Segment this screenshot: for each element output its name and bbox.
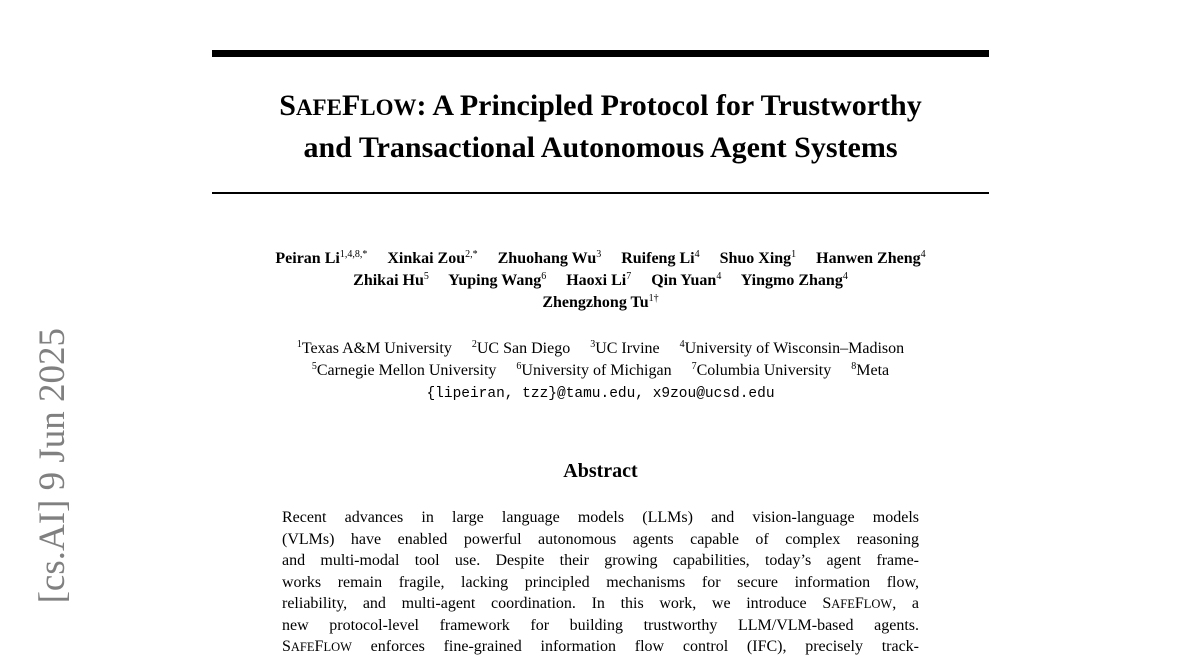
affiliation-list [212, 338, 989, 405]
contact-emails: {lipeiran, tzz}@tamu.edu, x9zou@ucsd.edu [426, 386, 775, 402]
abstract-body [282, 507, 919, 658]
title-line-2: and Transactional Autonomous Agent Systems [303, 131, 898, 164]
affiliation: $^2$UC San Diego [471, 339, 571, 357]
author: Zhuohang Wu$^3$ [497, 249, 602, 267]
author: Zhengzhong $Tu^{1\dagger}$ [542, 293, 659, 311]
abstract-line: reliability, and multi-agent coordination. In this work, we introduce SAFEFLOW, a [282, 595, 920, 612]
abstract-line: new protocol-level framework for building trustworthy LLM/VLM-based agents. [282, 616, 919, 634]
title-top-rule [212, 50, 989, 57]
author: Yingmo Zhang$^4$ [740, 271, 848, 289]
author: Qin Yuan$^4$ [651, 271, 722, 289]
abstract-line: works remain fragile, lacking principled mechanisms for secure information flow, [282, 573, 919, 591]
author: Zhikai Hu$^5$ [353, 271, 429, 289]
affiliation: $^4$University of Wisconsin–Madison [679, 339, 905, 357]
abstract-line: SAFEFLOW enforces fine-grained information flow control (IFC), precisely track- [282, 638, 920, 655]
abstract-line: and multi-modal tool use. Despite their growing capabilities, today’s agent frame- [282, 552, 919, 569]
abstract-line: (VLMs) have enabled powerful autonomous agents capable of complex reasoning [282, 530, 919, 548]
affiliation: $^3$UC Irvine [590, 339, 660, 357]
abstract-line: Recent advances in large language models (LLMs) and vision-language models [282, 509, 919, 526]
affiliation: $^1$Texas A&M University [296, 339, 452, 357]
author-list [212, 248, 989, 314]
author: Peiran $Li^{1,4,8,*}$ [275, 249, 368, 267]
affiliation: $^6$University of Michigan [516, 361, 672, 379]
title-line-1: SAFEFLOW: A Principled Protocol for Trustworthy [279, 89, 922, 122]
author: Haoxi Li$^7$ [566, 271, 632, 289]
title-bottom-rule [212, 192, 989, 194]
author: Shuo Xing$^1$ [719, 249, 797, 267]
abstract-heading: Abstract [563, 460, 638, 482]
author: Xinkai Zou$^{2,*}$ [387, 249, 478, 267]
author: Ruifeng Li$^4$ [621, 249, 700, 267]
author: Yuping Wang$^6$ [448, 271, 547, 289]
arxiv-identifier-stamp: [cs.AI] 9 Jun 2025 [32, 328, 73, 604]
affiliation: $^7$Columbia University [691, 361, 832, 379]
paper-title [212, 86, 989, 168]
affiliation: $^5$Carnegie Mellon University [311, 361, 497, 379]
author: Hanwen Zheng$^4$ [816, 249, 926, 267]
affiliation: $^8$Meta [851, 361, 890, 379]
